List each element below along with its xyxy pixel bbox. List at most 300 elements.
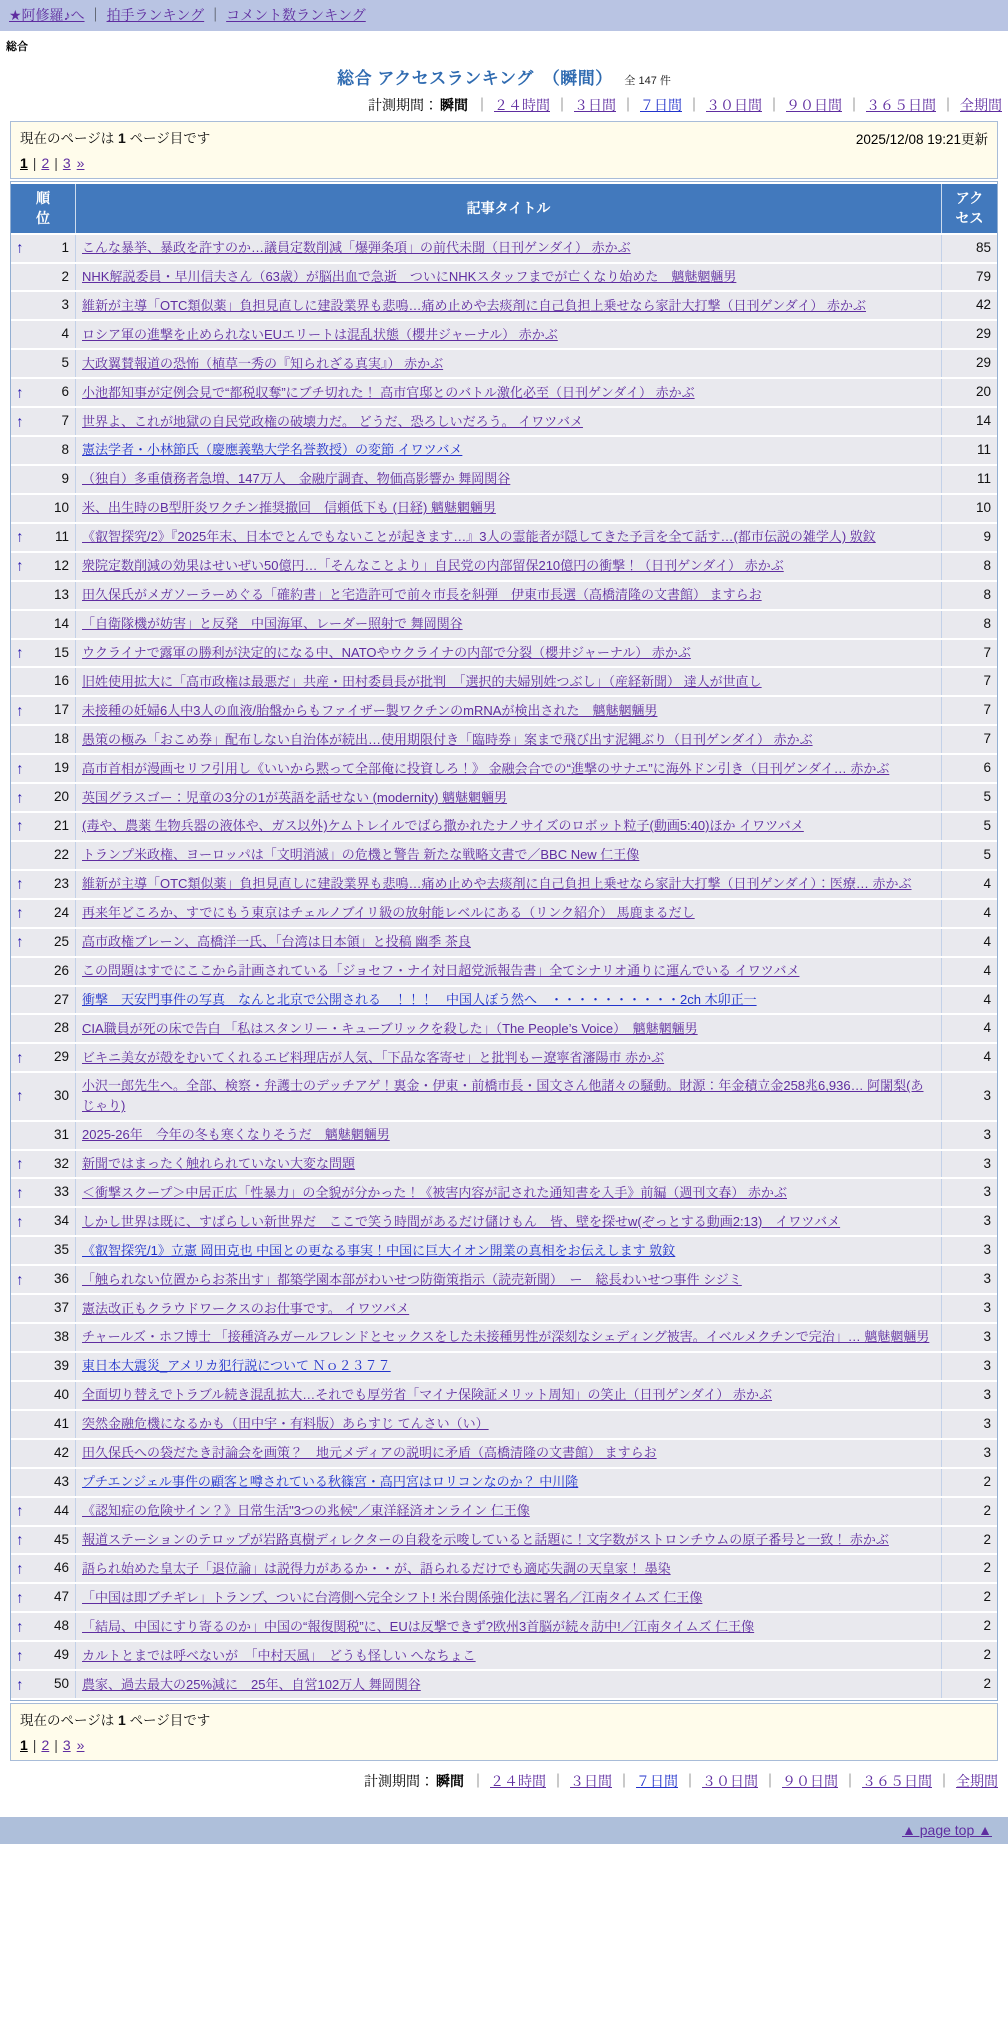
- pagination-next-link[interactable]: »: [76, 1737, 85, 1754]
- period-label: 計測期間：: [368, 97, 438, 113]
- access-count: 2: [941, 1527, 997, 1554]
- rank-up-arrow-icon: ↑: [16, 644, 24, 662]
- pagination-page-link[interactable]: 2: [41, 1737, 50, 1754]
- rank-cell: [11, 958, 75, 985]
- rank-cell: [11, 1527, 75, 1554]
- rank-cell: [11, 697, 75, 724]
- article-title-link[interactable]: 農家、過去最大の25%減に 25年、自営102万人 舞岡関谷: [82, 1676, 421, 1692]
- article-title-link[interactable]: 《叡智探究/1》立憲 岡田克也 中国との更なる事実！中国に巨大イオン開業の真相をお伝えします 敫鈫: [82, 1242, 676, 1258]
- article-title-link[interactable]: しかし世界は既に、すばらしい新世界だ ここで笑う時間があるだけ儲けもん 皆、壁を探せw(ぞっとする動画2:13) イワツバメ: [82, 1213, 841, 1229]
- table-row: [11, 958, 997, 985]
- rank-cell: [11, 1237, 75, 1264]
- article-title-link[interactable]: 大政翼賛報道の恐怖（植草一秀の『知られざる真実』） 赤かぶ: [82, 355, 444, 371]
- rank-number: 34: [53, 1213, 69, 1229]
- article-title-link[interactable]: 全面切り替えでトラブル続き混乱拡大…それでも厚労省「マイナ保険証メリット周知」の笑止（日刊ゲンダイ） 赤かぶ: [82, 1387, 773, 1403]
- rank-up-arrow-icon: ↑: [16, 1675, 24, 1693]
- rank-cell: [11, 813, 75, 840]
- article-title-link[interactable]: 「自衛隊機が妨害」と反発 中国海軍、レーダー照射で 舞岡関谷: [82, 615, 463, 631]
- title-cell: [75, 495, 941, 522]
- table-row: [11, 1555, 997, 1582]
- title-cell: [75, 582, 941, 609]
- rank-cell: [11, 1382, 75, 1409]
- rank-up-arrow-icon: ↑: [16, 904, 24, 922]
- access-count: 3: [941, 1324, 997, 1351]
- period-option[interactable]: ９０日間: [786, 97, 842, 113]
- table-row: [11, 871, 997, 898]
- period-option[interactable]: 全期間: [956, 1773, 998, 1790]
- article-title-link[interactable]: 高市首相が漫画セリフ引用し《いいから黙って全部俺に投資しろ！》 金融会合での“進撃のサナエ”に海外ドン引き（日刊ゲンダイ… 赤かぶ: [82, 760, 890, 776]
- title-cell: [75, 1440, 941, 1467]
- ranking-table-body: [11, 235, 997, 1698]
- rank-number: 45: [53, 1531, 69, 1547]
- title-cell: [75, 1527, 941, 1554]
- rank-number: 32: [53, 1155, 69, 1171]
- period-option[interactable]: ３０日間: [706, 97, 762, 113]
- article-title-link[interactable]: 小沢一郎先生へ。全部、検察・弁護士のデッチアゲ！裏金・伊東・前橋市長・国文さん他諸々の騒動。財源：年金積立金258兆6,936… 阿闍梨(あじゃり): [82, 1078, 924, 1114]
- title-cell: [75, 524, 941, 551]
- table-row: [11, 379, 997, 406]
- title-cell: [75, 235, 941, 262]
- title-cell: [75, 1044, 941, 1071]
- article-title-link[interactable]: 東日本大震災_アメリカ犯行説について Ｎｏ２３７７: [82, 1358, 391, 1374]
- rank-number: 36: [53, 1271, 69, 1287]
- title-cell: [75, 350, 941, 377]
- rank-cell: [11, 408, 75, 435]
- rank-number: 17: [53, 702, 69, 718]
- table-row: [11, 1208, 997, 1235]
- rank-number: 9: [61, 470, 69, 486]
- title-cell: [75, 900, 941, 927]
- rank-number: 13: [53, 586, 69, 602]
- pagination-page-link[interactable]: 2: [41, 155, 50, 171]
- access-count: 10: [941, 495, 997, 522]
- rank-up-arrow-icon: ↑: [16, 412, 24, 430]
- article-title-link[interactable]: 英国グラスゴー：児童の3分の1が英語を話せない (modernity) 魑魅魍魎男: [82, 789, 508, 805]
- rank-number: 18: [53, 731, 69, 747]
- title-cell: [75, 1642, 941, 1669]
- access-count: 3: [941, 1179, 997, 1206]
- table-row: [11, 1613, 997, 1640]
- title-cell: [75, 1353, 941, 1380]
- article-title-link[interactable]: 突然金融危機になるかも（田中宇・有料版）あらすじ てんさい（い）: [82, 1416, 489, 1432]
- article-title-link[interactable]: 報道ステーションのテロップが岩路真樹ディレクターの自殺を示唆していると話題に！文字数がストロンチウムの原子番号と一致！ 赤かぶ: [82, 1531, 889, 1547]
- rank-cell: [11, 726, 75, 753]
- rank-number: 16: [53, 673, 69, 689]
- pagination-separator: |: [32, 1737, 37, 1754]
- rank-number: 10: [53, 499, 69, 515]
- rank-up-arrow-icon: ↑: [16, 1589, 24, 1607]
- article-title-link[interactable]: 世界よ、これが地獄の自民党政権の破壊力だ。 どうだ、恐ろしいだろう。 イワツバメ: [82, 413, 583, 429]
- topbar-link[interactable]: 拍手ランキング: [106, 7, 205, 23]
- article-title-link[interactable]: ウクライナで露軍の勝利が決定的になる中、NATOやウクライナの内部で分裂（櫻井ジャーナル） 赤かぶ: [82, 644, 691, 660]
- access-count: 4: [941, 929, 997, 956]
- period-option[interactable]: 全期間: [960, 97, 1002, 113]
- access-count: 5: [941, 842, 997, 869]
- article-title-link[interactable]: 衆院定数削減の効果はせいぜい50億円…「そんなことより」自民党の内部留保210億円の衝撃！（日刊ゲンダイ） 赤かぶ: [82, 558, 784, 574]
- title-cell: [75, 1151, 941, 1178]
- pagination-bottom: [20, 1737, 988, 1753]
- period-option[interactable]: ３６５日間: [862, 1773, 932, 1790]
- access-count: 6: [941, 755, 997, 782]
- article-title-link[interactable]: (毒や、農薬 生物兵器の液体や、ガス以外)ケムトレイルでばら撒かれたナノサイズのロボット粒子(動画5:40)ほか イワツバメ: [82, 818, 804, 834]
- rank-cell: [11, 784, 75, 811]
- title-cell: [75, 668, 941, 695]
- rank-cell: [11, 1266, 75, 1293]
- rank-number: 14: [53, 615, 69, 631]
- page-status-text-bottom: 現在のページは 1 ページ目です: [20, 1712, 211, 1729]
- rank-cell: [11, 264, 75, 291]
- header-title: 記事タイトル: [75, 184, 941, 233]
- article-title-link[interactable]: 田久保氏への袋だたき討論会を画策？ 地元メディアの説明に矛盾（高橋清隆の文書館） ますらお: [82, 1445, 657, 1461]
- article-title-link[interactable]: 再来年どころか、すでにもう東京はチェルノブイリ級の放射能レベルにある（リンク紹介） 馬鹿まるだし: [82, 905, 695, 921]
- article-title-link[interactable]: NHK解説委員・早川信夫さん（63歳）が脳出血で急逝 ついにNHKスタッフまでが亡くなり始めた 魑魅魍魎男: [82, 268, 737, 284]
- table-row: [11, 466, 997, 493]
- rank-cell: [11, 929, 75, 956]
- access-count: 2: [941, 1469, 997, 1496]
- access-count: 3: [941, 1440, 997, 1467]
- article-title-link[interactable]: 未接種の妊婦6人中3人の血液/胎盤からもファイザー製ワクチンのmRNAが検出された 魑魅魍魎男: [82, 702, 658, 718]
- access-count: 7: [941, 697, 997, 724]
- article-title-link[interactable]: ロシア軍の進撃を止められないEUエリートは混乱状態（櫻井ジャーナル） 赤かぶ: [82, 326, 558, 342]
- article-title-link[interactable]: チャールズ・ホフ博士 「接種済みガールフレンドとセックスをした未接種男性が深刻なシェディング被害。イベルメクチンで完治」… 魑魅魍魎男: [82, 1329, 930, 1345]
- article-title-link[interactable]: （独自）多重債務者急増、147万人 金融庁調査、物価高影響か 舞岡関谷: [82, 471, 511, 487]
- article-title-link[interactable]: 「触られない位置からお茶出す」都築学園本部がわいせつ防衛策指示（読売新聞） ー 総長わいせつ事件 シジミ: [82, 1271, 742, 1287]
- rank-up-arrow-icon: ↑: [16, 1531, 24, 1549]
- access-count: 4: [941, 1044, 997, 1071]
- rank-cell: [11, 871, 75, 898]
- rank-number: 49: [53, 1647, 69, 1663]
- title-cell: [75, 264, 941, 291]
- access-count: 4: [941, 958, 997, 985]
- rank-cell: [11, 1015, 75, 1042]
- access-count: 5: [941, 784, 997, 811]
- table-row: [11, 784, 997, 811]
- period-separator: ｜: [551, 1773, 565, 1790]
- rank-cell: [11, 1498, 75, 1525]
- period-separator: ｜: [767, 97, 781, 113]
- rank-number: 1: [61, 239, 69, 255]
- rank-cell: [11, 1411, 75, 1438]
- access-count: 85: [941, 235, 997, 262]
- rank-cell: [11, 1353, 75, 1380]
- rank-number: 46: [53, 1560, 69, 1576]
- access-count: 2: [941, 1584, 997, 1611]
- title-cell: [75, 1237, 941, 1264]
- rank-cell: [11, 495, 75, 522]
- title-cell: [75, 292, 941, 319]
- article-title-link[interactable]: CIA職員が死の床で告白 「私はスタンリー・キューブリックを殺した」（The People’s Voice） 魑魅魍魎男: [82, 1020, 698, 1036]
- period-separator: ｜: [475, 97, 489, 113]
- rank-up-arrow-icon: ↑: [16, 933, 24, 951]
- rank-cell: [11, 900, 75, 927]
- rank-up-arrow-icon: ↑: [16, 1155, 24, 1173]
- table-row: [11, 640, 997, 667]
- topbar-separator: ｜: [208, 7, 223, 23]
- rank-up-arrow-icon: ↑: [16, 760, 24, 778]
- access-count: 9: [941, 524, 997, 551]
- bottom-bar: [0, 1817, 1008, 1844]
- table-row: [11, 1584, 997, 1611]
- access-count: 8: [941, 553, 997, 580]
- access-count: 4: [941, 871, 997, 898]
- pagination-next-link[interactable]: »: [76, 155, 85, 171]
- title-cell: [75, 1555, 941, 1582]
- period-option[interactable]: ２４時間: [490, 1773, 546, 1790]
- title-cell: [75, 1208, 941, 1235]
- title-cell: [75, 755, 941, 782]
- period-separator: ｜: [471, 1773, 485, 1790]
- table-row: [11, 524, 997, 551]
- pagination-page-link[interactable]: 3: [62, 155, 71, 171]
- rank-cell: [11, 321, 75, 348]
- access-count: 79: [941, 264, 997, 291]
- rank-number: 42: [53, 1444, 69, 1460]
- title-cell: [75, 726, 941, 753]
- rank-number: 28: [53, 1020, 69, 1036]
- rank-number: 47: [53, 1589, 69, 1605]
- access-count: 3: [941, 1237, 997, 1264]
- table-row: [11, 1122, 997, 1149]
- title-cell: [75, 1179, 941, 1206]
- topbar-links: [9, 7, 366, 23]
- rank-number: 5: [61, 355, 69, 371]
- rank-cell: [11, 987, 75, 1014]
- access-count: 3: [941, 1151, 997, 1178]
- period-option[interactable]: ７日間: [640, 97, 682, 113]
- ranking-table: [10, 181, 998, 1701]
- rank-up-arrow-icon: ↑: [16, 239, 24, 257]
- access-count: 8: [941, 611, 997, 638]
- table-row: [11, 611, 997, 638]
- article-title-link[interactable]: 新聞ではまったく触れられていない大変な問題: [82, 1155, 356, 1171]
- article-title-link[interactable]: 旧姓使用拡大に「高市政権は最悪だ」共産・田村委員長が批判 「選択的夫婦別姓つぶし」（産経新聞） 達人が世直し: [82, 673, 762, 689]
- period-separator: ｜: [683, 1773, 697, 1790]
- table-row: [11, 1324, 997, 1351]
- rank-cell: [11, 1671, 75, 1698]
- access-count: 2: [941, 1498, 997, 1525]
- article-title-link[interactable]: 「結局、中国にすり寄るのか」中国の“報復関税”に、EUは反撃できず?欧州3首脳が続々訪中!／江南タイムズ 仁王像: [82, 1618, 755, 1634]
- table-row: [11, 813, 997, 840]
- page-status-text: 現在のページは 1 ページ目です: [20, 130, 211, 146]
- rank-number: 24: [53, 904, 69, 920]
- section-label: 総合: [6, 41, 28, 53]
- article-title-link[interactable]: 《叡智探究/2》『2025年末、日本でとんでもないことが起きます…』3人の霊能者が隠してきた予言を全て話す…(都市伝説の雑学人) 敫鈫: [82, 529, 876, 545]
- table-row: [11, 350, 997, 377]
- access-count: 3: [941, 1295, 997, 1322]
- rank-number: 50: [53, 1676, 69, 1692]
- title-cell: [75, 929, 941, 956]
- rank-number: 3: [61, 297, 69, 313]
- rank-cell: [11, 1469, 75, 1496]
- table-row: [11, 1498, 997, 1525]
- article-title-link[interactable]: 高市政権ブレーン、高橋洋一氏、「台湾は日本領」と投稿 幽季 茶良: [82, 934, 471, 950]
- pagination-separator: |: [54, 155, 58, 171]
- table-row: [11, 292, 997, 319]
- top-link-bar: [0, 0, 1008, 31]
- table-row: [11, 1044, 997, 1071]
- page-top-link[interactable]: ▲ page top ▲: [902, 1822, 992, 1839]
- rank-number: 11: [54, 528, 69, 544]
- access-count: 7: [941, 640, 997, 667]
- access-count: 8: [941, 582, 997, 609]
- table-row: [11, 1073, 997, 1119]
- title-cell: [75, 1324, 941, 1351]
- title-cell: [75, 1671, 941, 1698]
- page-status-box-bottom: [10, 1703, 998, 1761]
- article-title-link[interactable]: プチエンジェル事件の顧客と噂されている秋篠宮・高円宮はロリコンなのか？ 中川隆: [82, 1474, 579, 1490]
- pagination-current-page: 1: [20, 155, 28, 171]
- access-count: 2: [941, 1555, 997, 1582]
- rank-number: 20: [53, 789, 69, 805]
- access-count: 3: [941, 1073, 997, 1119]
- access-count: 3: [941, 1411, 997, 1438]
- rank-up-arrow-icon: ↑: [16, 384, 24, 402]
- access-count: 5: [941, 813, 997, 840]
- access-count: 4: [941, 987, 997, 1014]
- table-row: [11, 1237, 997, 1264]
- period-separator: ｜: [937, 1773, 951, 1790]
- access-count: 3: [941, 1353, 997, 1380]
- article-title-link[interactable]: 《認知症の危険サイン？》日常生活"3つの兆候"／東洋経済オンライン 仁王像: [82, 1502, 530, 1518]
- table-row: [11, 726, 997, 753]
- rank-up-arrow-icon: ↑: [16, 1213, 24, 1231]
- rank-cell: [11, 1122, 75, 1149]
- title-cell: [75, 1015, 941, 1042]
- topbar-link[interactable]: ★阿修羅♪へ: [9, 7, 85, 23]
- period-option[interactable]: ３日間: [574, 97, 616, 113]
- rank-number: 2: [61, 268, 69, 284]
- rank-cell: [11, 235, 75, 262]
- table-row: [11, 668, 997, 695]
- article-title-link[interactable]: ビキニ美女が殻をむいてくれるエビ料理店が人気、「下品な客寄せ」と批判もー遼寧省瀋陽市 赤かぶ: [82, 1049, 665, 1065]
- title-cell: [75, 1584, 941, 1611]
- rank-cell: [11, 668, 75, 695]
- rank-cell: [11, 582, 75, 609]
- rank-up-arrow-icon: ↑: [16, 528, 24, 546]
- access-count: 11: [941, 466, 997, 493]
- table-row: [11, 553, 997, 580]
- rank-number: 6: [61, 384, 69, 400]
- period-label: 計測期間：: [364, 1773, 434, 1790]
- period-option[interactable]: ３日間: [570, 1773, 612, 1790]
- article-title-link[interactable]: 「中国は即ブチギレ」トランプ、ついに台湾側へ完全シフト! 米台関係強化法に署名／江南タイムズ 仁王像: [82, 1589, 703, 1605]
- rank-number: 40: [53, 1386, 69, 1402]
- article-title-link[interactable]: 維新が主導「OTC類似薬」負担見直しに建設業界も悲鳴…痛め止めや去痰剤に自己負担上乗せなら家計大打撃（日刊ゲンダイ） 赤かぶ: [82, 297, 867, 313]
- period-option[interactable]: ２４時間: [494, 97, 550, 113]
- period-separator: ｜: [687, 97, 701, 113]
- rank-number: 7: [61, 413, 69, 429]
- access-count: 29: [941, 321, 997, 348]
- table-row: [11, 1179, 997, 1206]
- article-title-link[interactable]: 田久保氏がメガソーラーめぐる「確約書」と宅造許可で前々市長を糾弾 伊東市長選（高橋清隆の文書館） ますらお: [82, 587, 762, 603]
- article-title-link[interactable]: 憲法改正もクラウドワークスのお仕事です。 イワツバメ: [82, 1300, 410, 1316]
- title-cell: [75, 1266, 941, 1293]
- rank-number: 33: [53, 1184, 69, 1200]
- table-row: [11, 929, 997, 956]
- article-title-link[interactable]: 憲法学者・小林節氏（慶應義塾大学名誉教授）の変節 イワツバメ: [82, 442, 463, 458]
- article-title-link[interactable]: こんな暴挙、暴政を許すのか…議員定数削減「爆弾条項」の前代未聞（日刊ゲンダイ） 赤かぶ: [82, 239, 631, 255]
- rank-cell: [11, 350, 75, 377]
- title-cell: [75, 1382, 941, 1409]
- period-current: 瞬間: [440, 97, 468, 113]
- rank-number: 8: [61, 442, 69, 458]
- article-title-link[interactable]: 米、出生時のB型肝炎ワクチン推奨撤回 信頼低下も (日経) 魑魅魍魎男: [82, 500, 496, 516]
- rank-number: 26: [53, 962, 69, 978]
- table-row: [11, 900, 997, 927]
- title-cell: [75, 553, 941, 580]
- rank-up-arrow-icon: ↑: [16, 1618, 24, 1636]
- table-row: [11, 1382, 997, 1409]
- period-option[interactable]: ７日間: [636, 1773, 678, 1790]
- article-title-link[interactable]: 2025-26年 今年の冬も寒くなりそうだ 魑魅魍魎男: [82, 1127, 390, 1142]
- rank-number: 38: [53, 1329, 69, 1345]
- title-cell: [75, 379, 941, 406]
- article-title-link[interactable]: 維新が主導「OTC類似薬」負担見直しに建設業界も悲鳴…痛め止めや去痰剤に自己負担上乗せなら家計大打撃（日刊ゲンダイ）：医療… 赤かぶ: [82, 876, 912, 892]
- period-option[interactable]: ３０日間: [702, 1773, 758, 1790]
- title-cell: [75, 1295, 941, 1322]
- rank-number: 31: [53, 1126, 69, 1142]
- access-count: 20: [941, 379, 997, 406]
- title-cell: [75, 784, 941, 811]
- rank-number: 23: [53, 875, 69, 891]
- title-cell: [75, 697, 941, 724]
- topbar-link[interactable]: コメント数ランキング: [226, 7, 366, 23]
- header-rank: 順位: [11, 184, 75, 233]
- rank-cell: [11, 755, 75, 782]
- title-cell: [75, 640, 941, 667]
- table-row: [11, 1469, 997, 1496]
- rank-cell: [11, 1073, 75, 1119]
- rank-number: 37: [53, 1300, 69, 1316]
- rank-cell: [11, 1295, 75, 1322]
- article-title-link[interactable]: 衝撃 天安門事件の写真 なんと北京で公開される ！！！ 中国人ぼう然へ ・・・・・・・・・・2ch 木卯正一: [82, 991, 757, 1007]
- period-separator: ｜: [617, 1773, 631, 1790]
- pagination-page-link[interactable]: 3: [62, 1737, 71, 1754]
- article-title-link[interactable]: 愚策の極み「おこめ券」配布しない自治体が続出…使用期限付き「臨時券」案まで飛び出す泥縄ぶり（日刊ゲンダイ） 赤かぶ: [82, 731, 813, 747]
- access-count: 29: [941, 350, 997, 377]
- title-line: [0, 64, 1008, 89]
- period-option[interactable]: ９０日間: [782, 1773, 838, 1790]
- period-option[interactable]: ３６５日間: [866, 97, 936, 113]
- pagination-top: [20, 155, 988, 171]
- rank-up-arrow-icon: ↑: [16, 788, 24, 806]
- article-title-link[interactable]: この問題はすでにここから計画されている「ジョセフ・ナイ対日超党派報告書」全てシナリオ通りに運んでいる イワツバメ: [82, 963, 800, 979]
- period-separator: ｜: [843, 1773, 857, 1790]
- article-title-link[interactable]: ＜衝撃スクープ＞中居正広「性暴力」の全貌が分かった！《被害内容が記された通知書を入手》前編（週刊文春） 赤かぶ: [82, 1184, 787, 1200]
- rank-up-arrow-icon: ↑: [16, 557, 24, 575]
- period-current: 瞬間: [436, 1773, 464, 1790]
- rank-up-arrow-icon: ↑: [16, 702, 24, 720]
- article-title-link[interactable]: トランプ米政権、ヨーロッパは「文明消滅」の危機と警告 新たな戦略文書で／BBC New 仁王像: [82, 847, 640, 863]
- table-row: [11, 697, 997, 724]
- table-row: [11, 437, 997, 464]
- article-title-link[interactable]: カルトとまでは呼べないが 「中村天風」 どうも怪しい へなちょこ: [82, 1647, 476, 1663]
- access-count: 3: [941, 1122, 997, 1149]
- rank-cell: [11, 1208, 75, 1235]
- updated-timestamp: 2025/12/08 19:21更新: [855, 132, 988, 147]
- article-title-link[interactable]: 小池都知事が定例会見で“都税収奪”にブチ切れた！ 高市官邸とのバトル激化必至（日刊ゲンダイ） 赤かぶ: [82, 384, 695, 400]
- rank-cell: [11, 437, 75, 464]
- rank-cell: [11, 466, 75, 493]
- rank-number: 27: [53, 991, 69, 1007]
- rank-cell: [11, 524, 75, 551]
- rank-cell: [11, 842, 75, 869]
- rank-number: 4: [61, 326, 69, 342]
- article-title-link[interactable]: 語られ始めた皇太子「退位論」は説得力があるか・・が、語られるだけでも適応失調の天皇家！ 墨染: [82, 1560, 671, 1576]
- pagination-separator: |: [32, 155, 37, 171]
- title-cell: [75, 958, 941, 985]
- header-access: アクセス: [941, 184, 997, 233]
